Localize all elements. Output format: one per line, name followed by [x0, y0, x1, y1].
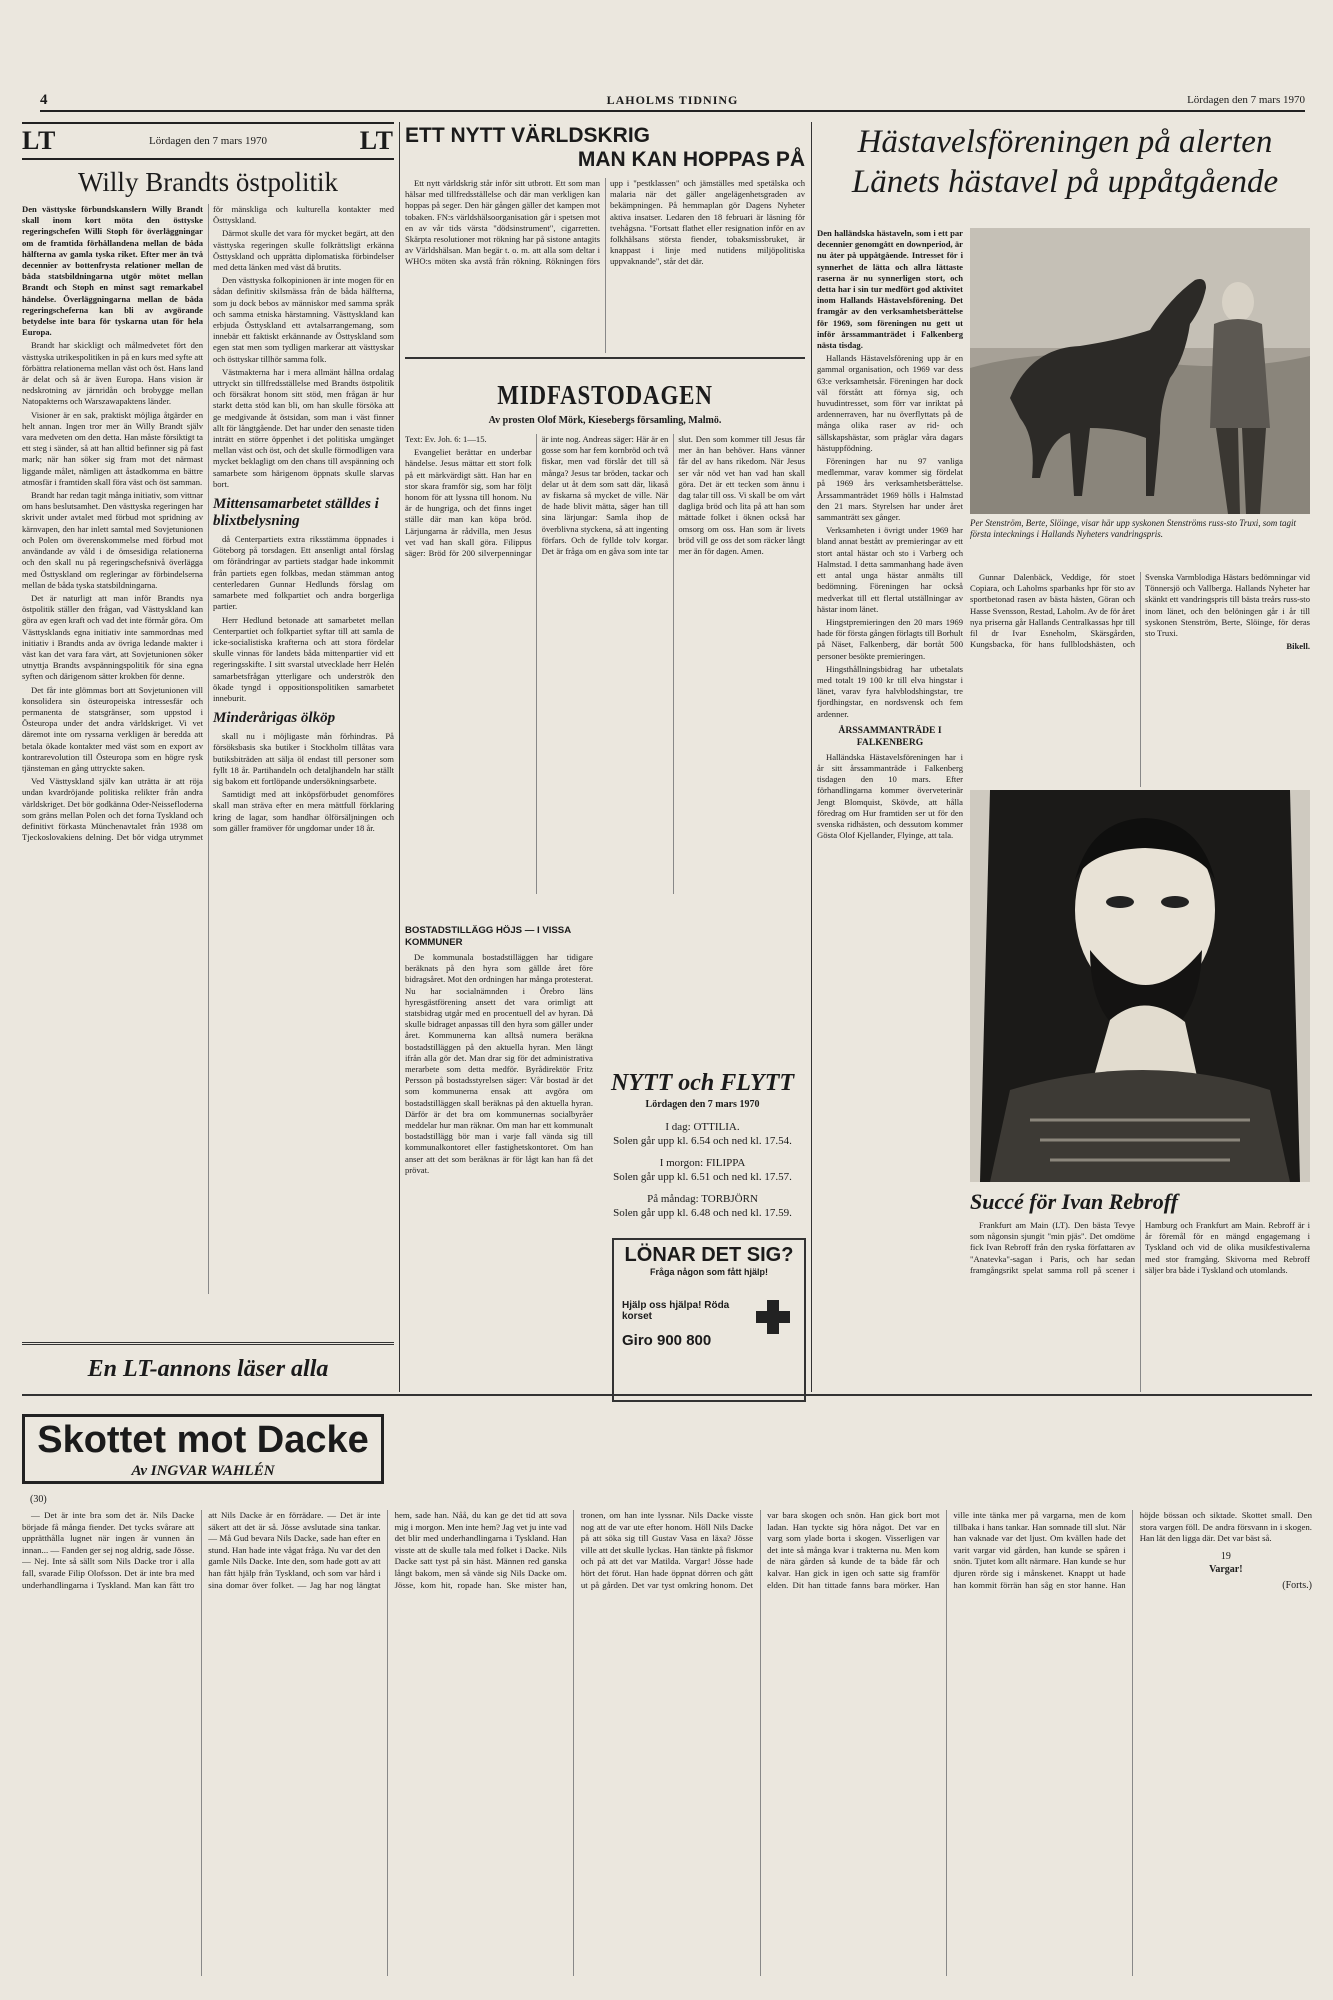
brandt-p2: Visioner är en sak, praktiskt möjliga åtgärder en helt annan. Ingen tror mer än Willy Brandt själv vara medveten om den detta. Han måste försiktigt ta ett steg i sänder, så att han alltid befinner sig på fast mark; när han söker sig fram mot det närmast liggande målet, nämligen att åstadkomma en bättre atmosfär i framtiden skall föra väst och öst samman. [22, 409, 203, 487]
brandt-p9: Västmakterna har i mera allmänt hållna ordalag uttryckt sin tillfredsställelse med Brandts östpolitik och försäkrat honom sitt stöd, men frågan är hur starkt detta stöd kan bli, om han skulle försöka att ge medgivande åt östsidan, som man i väst finner allt för långtgående. Det har under den senaste tiden inträtt en större öppenhet i det politiska umgänget mellan väst och öst, och det skulle förmodligen vara mycket beklagligt om den chans till avspänning och samarbete som härigenom öppnats skulle slarvas bort. [213, 366, 394, 489]
mitten-p2: Herr Hedlund betonade att samarbetet mellan Centerpartiet och folkpartiet syftar till att samla de icke-socialistiska krafterna och att stora fördelar skulle vinnas för landets båda mittenpartier vid ett regeringsskifte. I sitt svarstal utvecklade herr Helén samarbetsfrågan ytterligare och underströk den ökade tyngd i oppositionspolitiken samarbetet inneburit. [213, 614, 394, 703]
masthead-date: Lördagen den 7 mars 1970 [1187, 94, 1305, 106]
mitten-subhead: Mittensamarbetet ställdes i blixtbelysning [213, 496, 379, 530]
rebroff-photo-image [970, 790, 1310, 1182]
hastavel-winners-body [970, 572, 1310, 787]
dacke-serial [22, 1400, 1312, 1980]
mitten-p1: då Centerpartiets extra riksstämma öppnades i Göteborg på torsdagen. Ett ansenligt antal förslag om förändringar av partiets stadgar hade inkommit från partiets egen folkbas, medan stämman antog centerledaren Gunnar Hedlunds förslag om samarbete med folkpartiet och andra borgerliga partier. [213, 534, 394, 612]
masthead [40, 92, 1305, 112]
hastavel-subhead: ÅRSSAMMANTRÄDE I FALKENBERG [838, 724, 942, 748]
lt-ad-text: En LT-annons läser alla [87, 1356, 329, 1382]
midfasta-article [405, 378, 805, 908]
lonar-help: Hjälp oss hjälpa! Röda korset [622, 1300, 730, 1322]
hastavel-lead: Den halländska hästaveln, som i ett par decennier genomgått en downperiod, är nu åter på uppåtgående. Intresset för i synnerhet de lätta och allra lättaste raserna är nu synnerligen stort, och detta har i sin tur medfört god aktivitet inom Hallands Hästavelsförening. Det framgår av den verksamhetsberättelse för 1969, som föreningen nu gett ut inför årssammanträdet i Falkenberg nästa tisdag. [817, 228, 963, 351]
horse-photo [970, 228, 1310, 514]
hastavel-headline-1: Hästavelsföreningen på alerten [857, 124, 1273, 160]
horse-caption: Per Stenström, Berte, Slöinge, visar här upp syskonen Stenströms russ-sto Truxi, som tagit första intecknings i Hallands Nyheters vandringspris. [970, 518, 1296, 539]
horse-photo-image [970, 228, 1310, 514]
varldskrig-body [405, 178, 805, 359]
red-cross-icon [754, 1298, 792, 1336]
rebroff-text: Frankfurt am Main (LT). Den bästa Tevye som någonsin sjungit "min pjäs". Det omdöme fick Ivan Rebroff från den ryska författaren av "Anatevka"-sagan i Paris, och har sedan framgångsrikt spelat samma roll på scener i Hamburg och Frankfurt am Main. Rebroff är i år föremål för en mängd engagemang i Tyskland och vid de olika musikfestivalerna med stor framgång. Skivorna med Rebroff säljer bra både i Tyskland och utomlands. [970, 1220, 1310, 1275]
brandt-p3: Brandt har redan tagit många initiativ, som vittnar om hans beslutsamhet. Den västtyska regeringen har skrivit under avtalet med förbud mot spridning av kärnvapen, den har inlett samtal med Sovjetunionen och Polen om överenskommelse med förbud mot användande av våld i de ömsesidiga relationerna och den skall nu på regeringschefsnivå överlägga med Östtyskland om regleringar av förbindelserna mellan de båda tyska statsbildningarna. [22, 490, 203, 590]
page-number: 4 [40, 92, 48, 108]
rebroff-photo [970, 790, 1310, 1182]
dacke-text: — Det är inte bra som det är. Nils Dacke började få många fiender. Det tycks svårare att upprätthålla lugnet när ingen är vunnen än innan... — Fanden ger sej nog aldrig, sade Jösse. — Nej. Inte så sällt som Nils Dacke tror i alla fall, svarade Filip Olofsson. Det är inte bra med underhandlingarna i Tyskland. Man kan fått tro att Nils Dacke är en förrädare. — Det är inte säkert att det är så. Jösse avslutade sina tankar. — Må Gud bevara Nils Dacke, sade han efter en stund. Han hade inte vågat fråga. Nu var det den gamle Nils Dacke. Inte den, som hade gott av att han fått hjälp från Tyskland, och som var hård i sina domar över folket. — Jag har nog längtat hem, sade han. Nåå, du kan ge det tid att sova mig i morgon. Men inte hem? Jag vet ju inte vad det blir med underhandlingarna i Tyskland. Han visste att de skulle tala med folket i Dacke. Nils Dacke satt tyst på sin häst. Männen red ganska långt bakom, men så vände sig Nils Dacke om. Jösse, kom hit, ropade han. Ske mister han, tronen, om han inte lyssnar. Nils Dacke visste nog att de var ute efter honom. Höll Nils Dacke på att söka sig till Gustav Vasa en läxa? Jösse ville att det skulle lyckas. Han tänkte på fiskmor och på att det var Matilda. Vargar! Jösse hade hört det förut. Han hade öppnat dörren och gått ut på gården. Det var tyst omkring honom. Det var bara skogen och snön. Han gick bort mot ladan. Han tyckte sig höra något. Det var en varg som ylade borta i skogen. Visserligen var det inte så många kvar i trakterna nu. Men kom de nära gården så kunde de ta både får och kalvar. Han gick in igen och satte sig framför elden. Dit han tittade fanns bara mörker. Han ville inte tänka mer på vargarna, men de kom tillbaka i hans tankar. Han somnade till slut. När han vaknade var det ljust. Om kvällen hade det varit vargar vid gården, han kunde se spåren i snön. Tjutet kom allt närmare. Han kunde se hur djuren rörde sig i månskenet. Knappt ut hade han kommit förrän han såg en stor hanne. Han höjde bössan och siktade. Skottet small. Den stora vargen föll. De andra försvann in i skogen. Han lät den ligga där. Det var bäst så. [22, 1510, 1312, 1590]
olkop-p1: skall nu i möjligaste mån förhindras. På försöksbasis ska butiker i Stockholm tillåtas vara butiksbiträden att sälja öl endast till personer som fyllt 18 år. Partihandeln och detaljhandeln har ställt sig bakom ett fortlöpande undersökningsarbete. [213, 731, 394, 786]
brandt-headline: Willy Brandts östpolitik [78, 167, 338, 197]
dacke-headline: Skottet mot Dacke [37, 1419, 369, 1461]
nytt-flytt-entries [600, 1120, 805, 1220]
brandt-p4: Det är naturligt att man inför Brandts nya östpolitik ställer den frågan, vad Västtyskland kan göra av egen kraft och vad det inte förmår göra. Om Västtysklands egna initiativ inte sammordnas med initiativ i Brandts anda av övriga ledande makter i väst kan det vara fara värt, att Sovjetunionen söker utnyttja Brandts avspänningspolitik för sina egna syften och därigenom sätter krokben för denne. [22, 592, 203, 682]
dacke-chapter-mark: 19 [1220, 1550, 1231, 1562]
hastavel-signature: Bikell. [1286, 641, 1310, 652]
rebroff-body [970, 1220, 1310, 1392]
nytt-flytt-day: I dag: OTTILIA. [665, 1121, 740, 1133]
hastavel-winners-text: Gunnar Dalenbäck, Veddige, för stoet Copiara, och Laholms sparbanks hpr för sto av sportbetonad rasen av bästa hästen, Göran och Hasse Svensson, Restad, Laholm. Av de för året nya priserna går Hallands Centralkassas hpr till fil dr Ivar Esneholm, Skärsgården, Kungsbacka, för hans fullblodshästen, och Svenska Varmblodiga Hästars bedömningar vid Tönnersjö och Vallberga. Hallands Nyheter har skänkt ett vandringspris till bästa treårs russ-sto inom länet, och den belöningen går i år till syskonen Stenström, Berte, Slöinge, för deras sto Truxi. [970, 572, 1310, 650]
hastavel-winners [970, 572, 1310, 802]
varldskrig-text: Ett nytt världskrig står inför sitt utbrott. Ett som man hälsar med tillfredsställelse och där man verkligen kan hoppas på seger. Den här gången gäller det kampen mot tobaken. FN:s världshälsoorganisation går i spetsen mot en av vår tids värsta "dödsinstrument", cigarretten. Skärpta resolutioner mot rökning har på sistone antagits av Världshälsan. Man begär t. o. m. att alla som deltar i WHO:s möten ska avstå från rökning. Rökningen förs upp i "pestklassen" och jämställes med spetälska och malaria när det gäller angelägenhetsgraden av bekämpningen. På hemmaplan gör Dagens Nyheter aktiva insatser. Ledaren den 18 februari är läsning för tvehågsna. "Fortsatt flathet eller resignation inför en av folkhälsans största fiender, tobaksmissbruket, är knappast i linje med nutidens miljöpolitiska uppvaknande", står det där. [405, 178, 805, 267]
brandt-article [22, 122, 394, 1347]
bostad-body [405, 952, 593, 1176]
hastavel-p5: Hingsthållningsbidrag har utbetalats med totalt 19 100 kr till elva hingstar i länet, varav fyra halvblodshingstar, tre fjordhingstar, en nordsvensk och fem ardenner. [817, 663, 963, 719]
varldskrig-article [405, 124, 805, 384]
hastavel-p1: Hallands Hästavelsförening upp är en gammal organisation, och 1969 var dess 63:e verksamhetsår. Föreningen har dock väl förstått att förnya sig, och huvudintresset, som förr var inriktat på ardennerraven, har nu överflyttats på de många olika raser av rid- och sällskapshästar, som präglar våra dagars hästuppfödning. [817, 353, 963, 453]
midfasta-text-ref: Text: Ev. Joh. 6: 1—15. [405, 434, 487, 444]
rebroff-headline: Succé för Ivan Rebroff [970, 1189, 1178, 1214]
bostad-article [405, 920, 593, 1390]
bostad-headline: BOSTADSTILLÄGG HÖJS — I VISSA KOMMUNER [405, 925, 571, 948]
brandt-body [22, 204, 394, 1294]
midfasta-headline: MIDFASTODAGEN [497, 380, 713, 410]
olkop-subhead: Minderårigas ölköp [213, 710, 336, 727]
brandt-p5: Det får inte glömmas bort att Sovjetunionen vill konsolidera sin östeuropeiska intressesfär och permanenta de statsgränser, som uppstod i Östeuropa under det andra världskriget. Vi vet däremot inte om ryssarna verkligen är beredda att betala ökade kontakter med väst som en export av kontrarevolution till Östeuropa som en högre rysk tjänsteman en gång uttryckte saken. [22, 684, 203, 773]
olkop-p2: Samtidigt med att inköpsförbudet genomföres skall man sträva efter en mera mättfull förklaring kring de lagar, som handhar ölförsäljningen och som gäller framöver för ungdomar under 18 år. [213, 789, 394, 833]
hastavel-body [817, 228, 963, 841]
nytt-flytt-day: På måndag: TORBJÖRN [647, 1193, 758, 1205]
rebroff-article [970, 1188, 1310, 1398]
varldskrig-headline-2: MAN KAN HOPPAS PÅ [577, 148, 805, 171]
lonar-headline: LÖNAR DET SIG? [624, 1244, 794, 1266]
hastavel-headline-2: Länets hästavel på uppåtgående [851, 164, 1279, 200]
hastavel-headlines [817, 122, 1313, 242]
dacke-chapter: (30) [30, 1494, 47, 1505]
dacke-byline: Av INGVAR WAHLÉN [131, 1463, 275, 1479]
nytt-flytt-day: I morgon: FILIPPA [659, 1157, 746, 1169]
hastavel-p2: Föreningen har nu 97 vanliga medlemmar, varav kommer sig fördelat på 1969 års verksamhetsberättelse. Årssammanträdet 1969 hölls i Halmstad den 21 mars. Styrelsen har under året sammanträtt sex gånger. [817, 456, 963, 523]
brandt-p7: Därmot skulle det vara för mycket begärt, att den västtyska regeringen skulle folkrättsligt erkänna Östtyskland och upprätta diplomatiska förbindelser med detta länken med väst då brutits. [213, 228, 394, 273]
bostad-text: De kommunala bostadstilläggen har tidigare beräknats på den hyra som gällde året före bidragsåret. Mot den ordningen har många protesterat. Nu har socialnämnden i Örebro läns hyresgästförening ansett det vara orimligt att statsbidrag utgår med en procentuell del av hyran. Då skulle bidraget anpassas till den hyra som gäller under året. Kommunerna kan alltså numera beräkna bostadstilläggen på den aktuella hyran. Men längt ifrån alla gör det. Man drar sig för det administrativa merarbete som detta medför. Byrådirektör Fritz Persson på bostadsstyrelsen säger: Vår bostad är det som kommunerna ensak att avgöra om bostadstilläggen skall beräknas på den aktuella hyran. Därför är det bra om kommunernas socialbyråer meddelar hur man räknar. Om man har ett kommunalt bostadstillägg bör man i varje fall vända sig till kommunalkontoret eller fastighetskontoret. Om han anser att det som beräknas är för lågt kan han få det prövat. [405, 952, 593, 1175]
lt-strip [22, 122, 394, 160]
varldskrig-headline-1: ETT NYTT VÄRLDSKRIG [405, 124, 650, 147]
nytt-flytt-date: Lördagen den 7 mars 1970 [645, 1099, 760, 1110]
nytt-flytt-sun: Solen går upp kl. 6.54 och ned kl. 17.54. [613, 1135, 792, 1147]
midfasta-text: Evangeliet berättar en underbar händelse. Jesus mättar ett stort folk på ett märkvärdigt sätt. Han har en stor skara framför sig, som har följt honom för att lyssna till honom. Nu är de hungriga, och det finns inget ställe där man kan köpa bröd. Lärjungarna är rådvilla, men Jesus vet vad han skall göra. Filippus säger: Bröd för 200 silverpenningar är inte nog. Andreas säger: Här är en gosse som har fem kornbröd och två fiskar, men vad förslår det till så många? Jesus tar bröden, tackar och delar ut åt dem som satt där, likaså av fiskarna så mycket de ville. När de hade blivit mätta, säger han till sina lärjungar: Samla ihop de överblivna styckena, så att ingenting förfars. Och de fyllde tolv korgar. Det är fråga om en gåva som inte tar slut. Den som kommer till Jesus får mer än han behöver. Hans vänner får del av hans rikedom. När Jesus ser vår nöd vet han vad han skall göra. Det är ett tecken som ännu i dag talar till oss. Vi skall be om vårt dagliga bröd och lita på att han som mättade folket i öknen också har omsorg om oss. Han som är livets bröd vill ge oss det som räcker långt mer än för dagen. Amen. [405, 434, 805, 559]
section-rule [22, 1394, 1312, 1396]
brandt-lead: Den västtyske förbundskanslern Willy Brandt skall inom kort möta den östtyske regeringschefen Willi Stoph för överläggningar om de framtida förhållandena mellan de båda hälfterna av gamla tyska riket. Efter mer än två decennier av bottenfrysta relationer mellan de båda statsbildningarna utgör mötet mellan Brandt och Stoph en minst sagt remarkabel händelse. Överläggningarna mellan de båda regeringscheferna kan bli av avgörande betydelse inte bara för tyskarna utan för hela Europa. [22, 204, 203, 338]
lt-logo-left: LT [22, 126, 57, 155]
hastavel-p4: Hingstpremieringen den 20 mars 1969 hade för första gången förlagts till Borhult på Näset, Falkenberg, där bortåt 500 personer besökte premieringen. [817, 616, 963, 661]
brandt-p8: Den västtyska folkopinionen är inte mogen för en sådan definitiv skilsmässa från de båda hälfterna, som ju dock bebos av människor med samma språk och samma etniska härstamning. Västtyskland kan erbjuda Östtyskland ett avtalsarrangemang, som innebär ett faktiskt erkännande av Östtyskland som egen stat men som tydligen markerar att västtyskar och östtyskar tillhör samma folk. [213, 275, 394, 364]
nytt-flytt-headline: NYTT och FLYTT [610, 1070, 795, 1096]
lt-ad [22, 1342, 394, 1395]
brandt-p1: Brandt har skickligt och målmedvetet fört den västtyska utrikespolitiken in på en kurs med syfte att förbättra relationerna mellan väst och öst. Hans land är delat och så är även Europa. Hans vision är nedskrotning av järnridån och brobygge mellan Natopakterns och Warszawapaktens länder. [22, 340, 203, 407]
lt-logo-right: LT [359, 126, 394, 155]
hastavel-body-col1 [817, 228, 963, 1108]
brandt-p6: Ved Västtyskland själv kan uträtta är att röja undan kvardröjande politiska relikter från andra världskriget. Det bör godkänna Oder-Neissefloderna som gräns mellan Polen och det forna Tyskland och definitivt förkasta Münchenavtalet från 1938 om Tjeckoslovakiens delning. Det bör vidga utrymmet för mänskliga och kulturella kontakter med Östtyskland. [22, 204, 394, 843]
dacke-subtitle: Vargar! [1209, 1564, 1243, 1576]
dacke-title-box [22, 1414, 384, 1484]
paper-name: LAHOLMS TIDNING [606, 93, 739, 107]
hastavel-p6: Halländska Hästavelsföreningen har i år sitt årssammanträde i Falkenberg tisdagen den 10 mars. Efter förhandlingarna kommer överveterinär Jengt Blomquist, Skövde, att hålla föredrag om Hur framtiden ser ut för den svenska ridhästen, och dessutom kommer Gösta Olof Kjellander, Flyinge, att tala. [817, 751, 963, 841]
hastavel-p3: Verksamheten i övrigt under 1969 har bland annat bestått av premieringar av ett stort antal hästar och sto i Varberg och Halmstad. I detta sammanhang hade även ett antal unga hästar anmälts till bedömning. Föreningen har också medverkat till ett flertal utställningar av hästar inom länet. [817, 525, 963, 614]
midfasta-body [405, 434, 805, 894]
lt-strip-date: Lördagen den 7 mars 1970 [149, 135, 267, 147]
lonar-ad [612, 1238, 806, 1402]
column-rule [399, 122, 400, 1392]
lonar-giro: Giro 900 800 [622, 1332, 712, 1349]
nytt-flytt-sun: Solen går upp kl. 6.51 och ned kl. 17.57. [613, 1171, 792, 1183]
nytt-flytt-sun: Solen går upp kl. 6.48 och ned kl. 17.59. [613, 1207, 792, 1219]
column-rule [811, 122, 812, 1392]
dacke-body [22, 1510, 1312, 1976]
midfasta-byline: Av prosten Olof Mörk, Kiesebergs församling, Malmö. [488, 415, 722, 426]
lonar-text: Fråga någon som fått hjälp! [649, 1267, 768, 1277]
dacke-cont: (Forts.) [1282, 1579, 1312, 1591]
